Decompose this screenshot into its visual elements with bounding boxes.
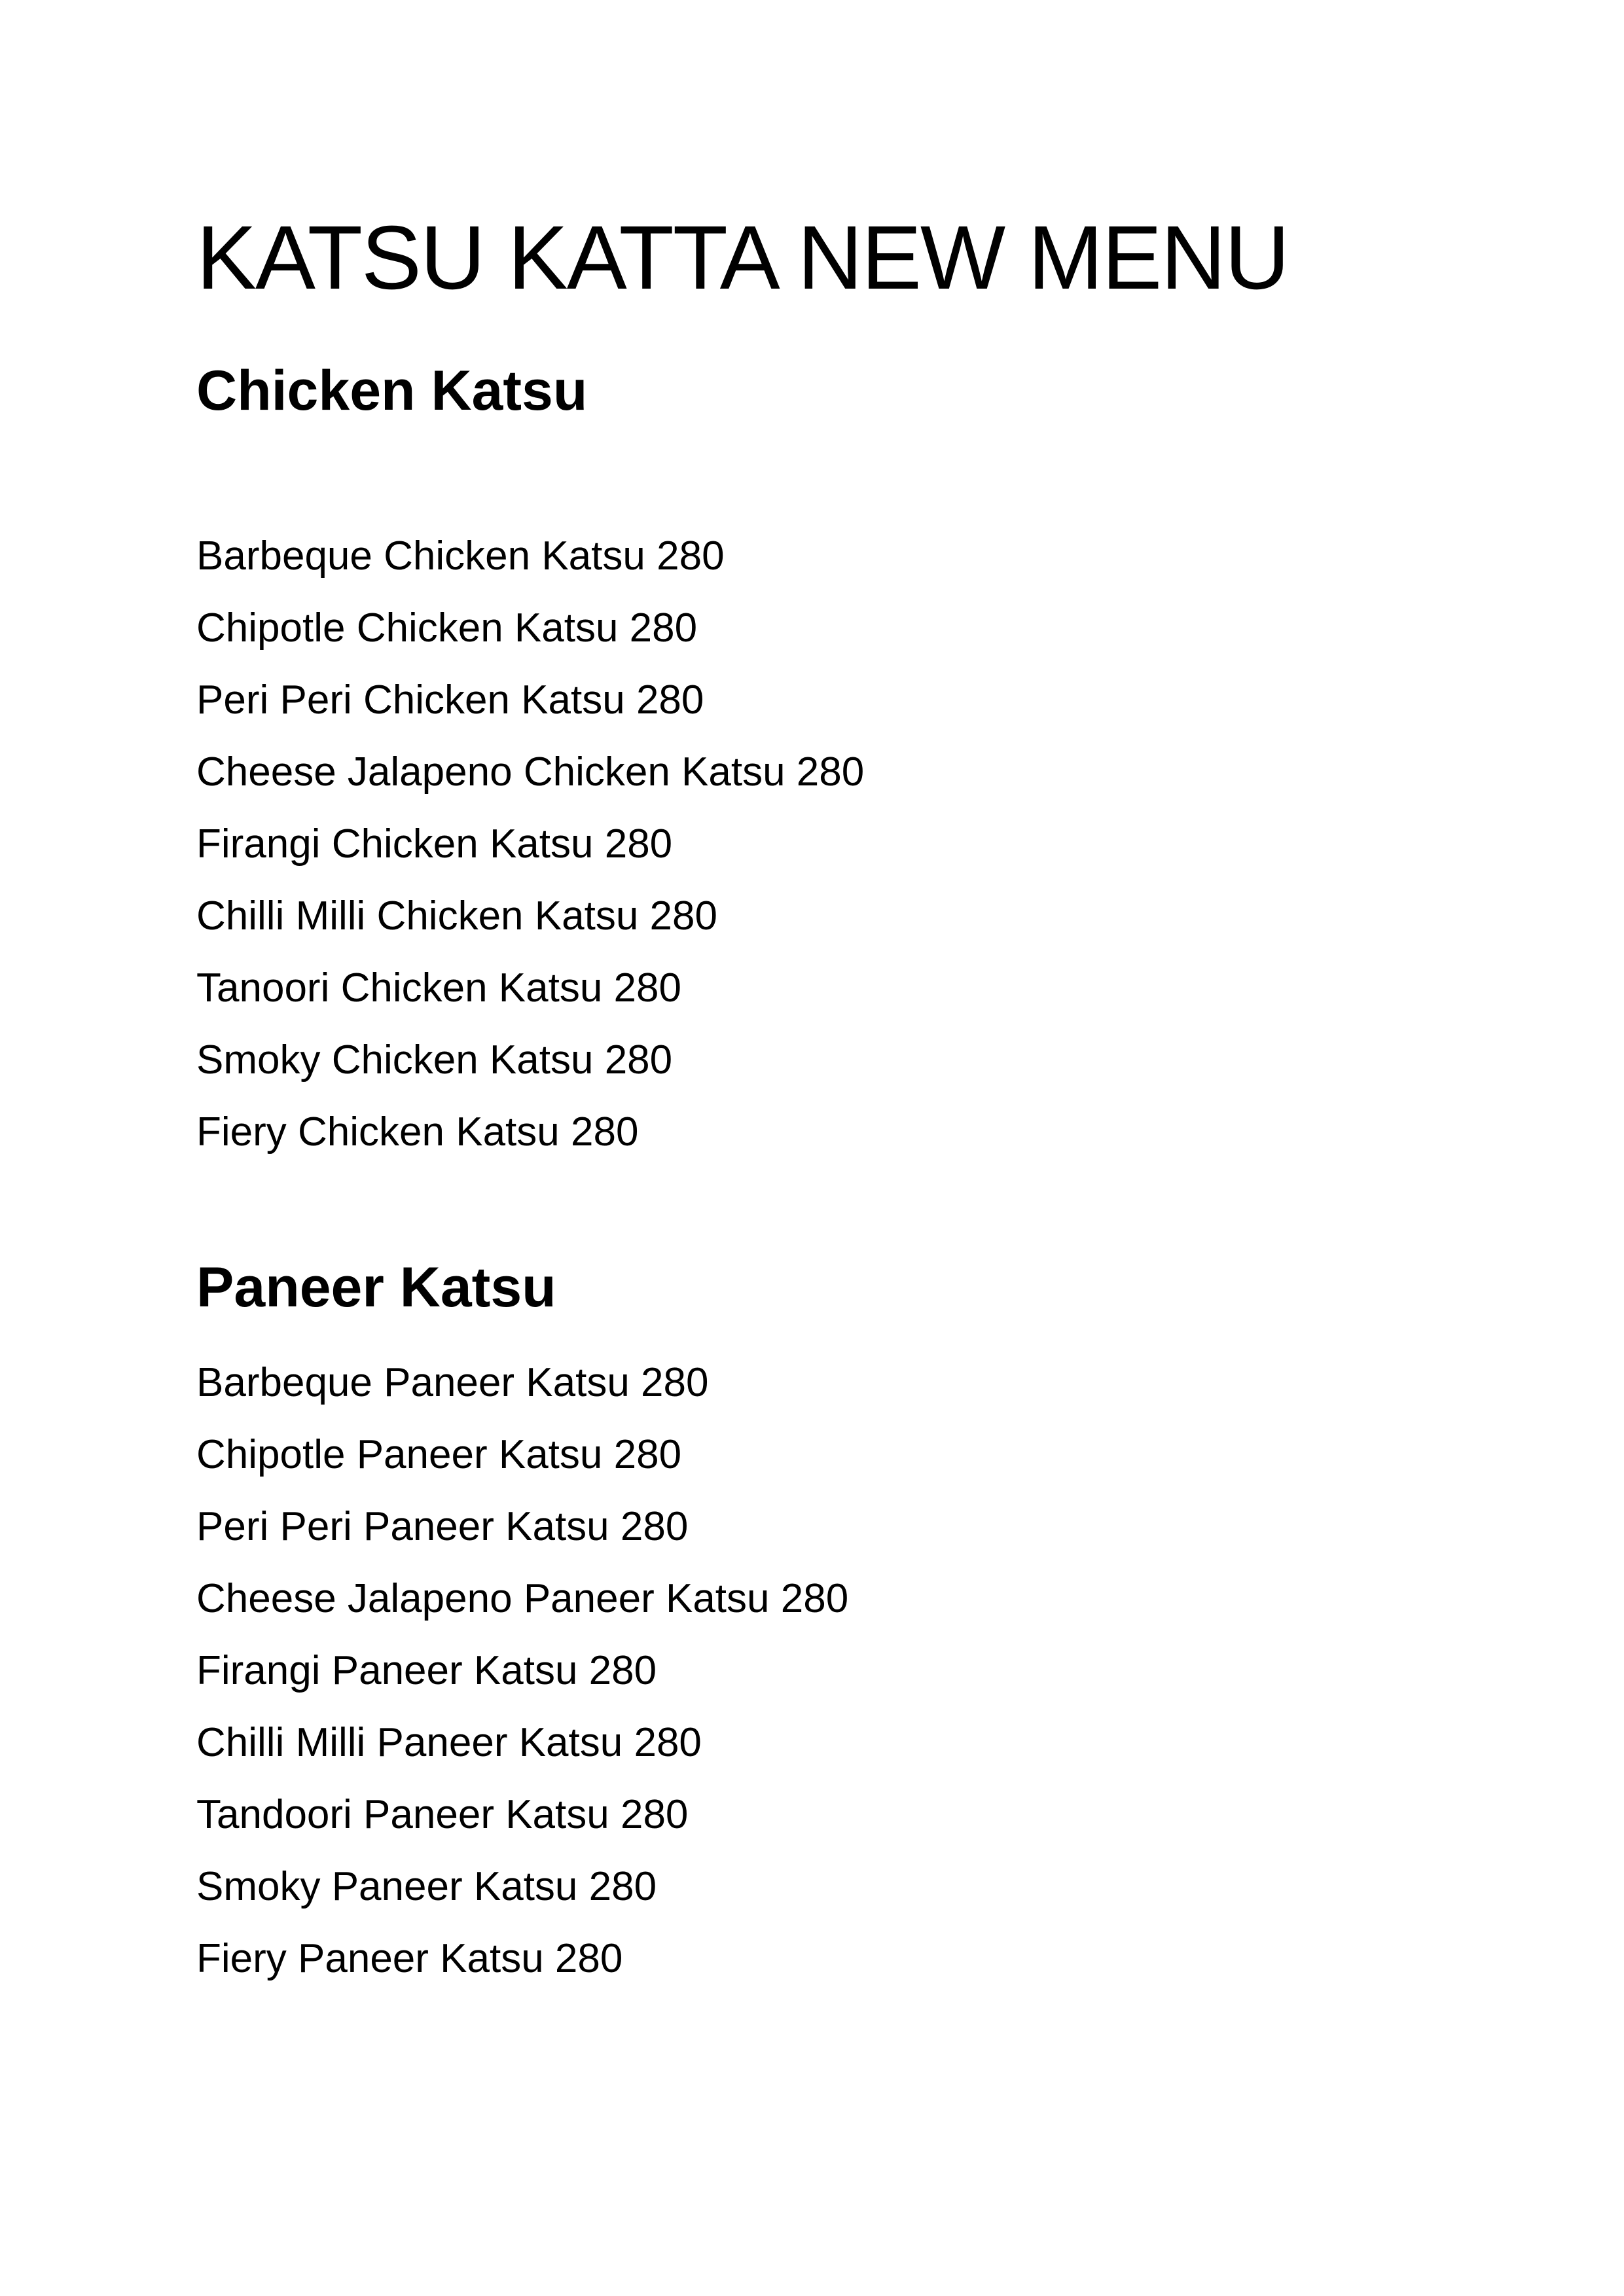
menu-item: Barbeque Paneer Katsu 280 bbox=[196, 1360, 709, 1405]
menu-item: Cheese Jalapeno Chicken Katsu 280 bbox=[196, 749, 865, 795]
menu-item: Cheese Jalapeno Paneer Katsu 280 bbox=[196, 1576, 849, 1621]
menu-item: Chipotle Chicken Katsu 280 bbox=[196, 605, 698, 651]
menu-item: Chilli Milli Paneer Katsu 280 bbox=[196, 1720, 702, 1765]
menu-item: Tanoori Chicken Katsu 280 bbox=[196, 965, 682, 1011]
menu-item: Fiery Chicken Katsu 280 bbox=[196, 1109, 639, 1155]
menu-item: Chilli Milli Chicken Katsu 280 bbox=[196, 893, 717, 939]
menu-item: Barbeque Chicken Katsu 280 bbox=[196, 533, 725, 579]
menu-item: Chipotle Paneer Katsu 280 bbox=[196, 1432, 682, 1477]
menu-item: Smoky Chicken Katsu 280 bbox=[196, 1037, 673, 1083]
menu-item: Tandoori Paneer Katsu 280 bbox=[196, 1792, 689, 1837]
menu-item-list-chicken bbox=[196, 520, 864, 1168]
section-heading-chicken: Chicken Katsu bbox=[196, 359, 588, 422]
menu-item: Peri Peri Paneer Katsu 280 bbox=[196, 1504, 689, 1549]
section-heading-paneer: Paneer Katsu bbox=[196, 1256, 556, 1319]
menu-item: Fiery Paneer Katsu 280 bbox=[196, 1936, 623, 1981]
menu-item: Peri Peri Chicken Katsu 280 bbox=[196, 677, 704, 723]
menu-item: Firangi Chicken Katsu 280 bbox=[196, 821, 673, 867]
page-title: KATSU KATTA NEW MENU bbox=[196, 207, 1289, 308]
menu-item: Firangi Paneer Katsu 280 bbox=[196, 1648, 657, 1693]
menu-item: Smoky Paneer Katsu 280 bbox=[196, 1864, 657, 1909]
menu-item-list-paneer bbox=[196, 1347, 848, 1995]
